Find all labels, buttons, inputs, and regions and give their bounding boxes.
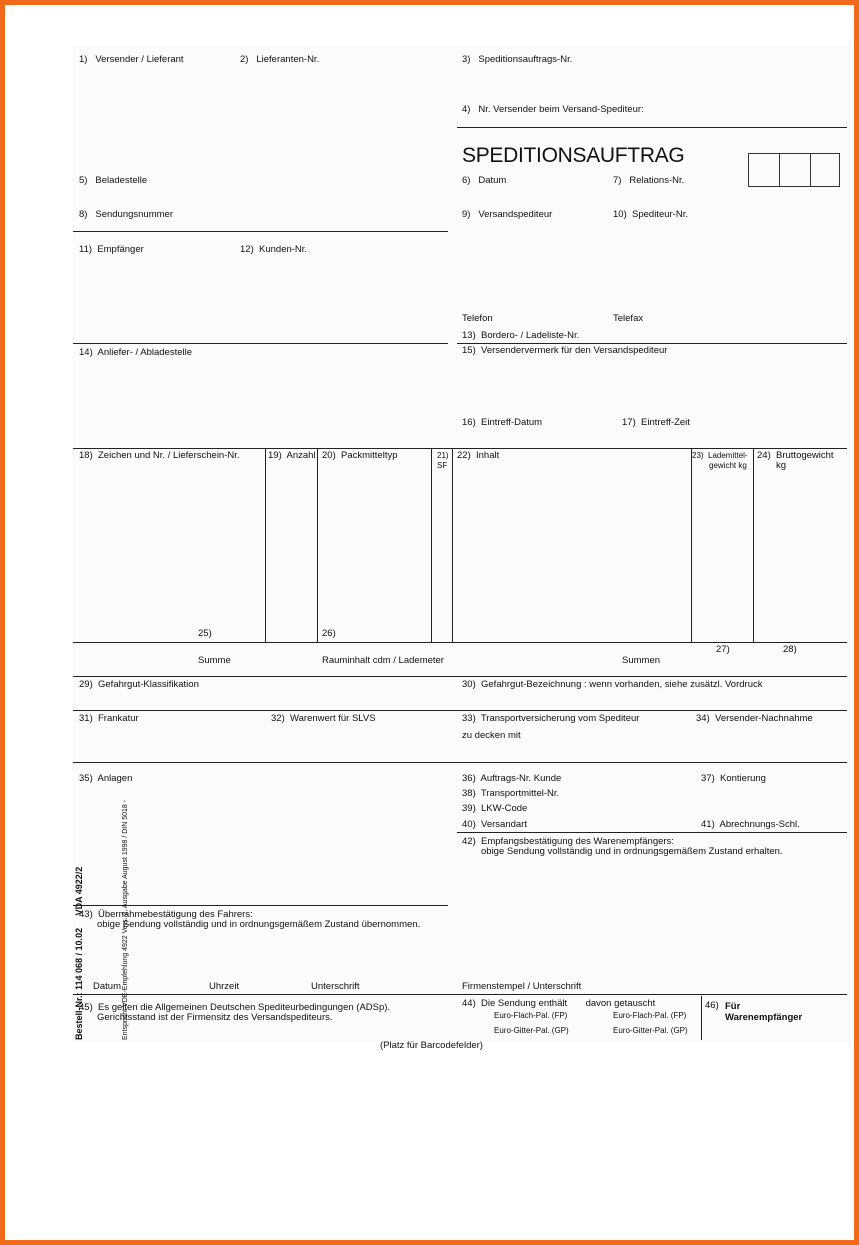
label-signature-unterschrift: Unterschrift [311, 981, 360, 992]
line [73, 710, 847, 711]
label-anlagen: 35) Anlagen [79, 773, 133, 784]
label-empfangsbestaetigung-text: obige Sendung vollständig und in ordnungsgemäßem Zustand erhalten. [481, 846, 783, 857]
line [265, 448, 266, 642]
label-telefax: Telefax [613, 313, 644, 324]
relation-box[interactable] [748, 153, 840, 187]
col-inhalt: 22) Inhalt [457, 450, 500, 461]
label-46: 46) [705, 1000, 719, 1011]
label-27: 27) [716, 644, 730, 655]
label-relations-nr: 7) Relations-Nr. [613, 175, 685, 186]
label-telefon: Telefon [462, 313, 493, 324]
label-eintreff-zeit: 17) Eintreff-Zeit [622, 417, 690, 428]
label-26: 26) [322, 628, 336, 639]
label-uebernahmebestaetigung: 43) Übernahmebestätigung des Fahrers: [79, 909, 253, 920]
col-sf-number: 21) [437, 451, 449, 460]
label-barcode-area: (Platz für Barcodefelder) [380, 1040, 483, 1051]
label-datum: 6) Datum [462, 175, 507, 186]
side-standard-note: Entspricht VDE-Empfehlung 4922 Vers. 2, Ausgabe August 1998 / DIN 5018 - [122, 799, 129, 1040]
col-bruttogewicht: 24) Bruttogewicht [757, 450, 834, 461]
label-versandart: 40) Versandart [462, 819, 527, 830]
side-order-info [38, 800, 148, 1040]
col-lademittelgewicht-unit: gewicht kg [709, 461, 747, 470]
label-25: 25) [198, 628, 212, 639]
label-zu-decken-mit: zu decken mit [462, 730, 521, 741]
line [457, 343, 847, 344]
label-fuer: Für [725, 1001, 741, 1012]
line [457, 127, 847, 128]
label-euro-flach-2: Euro-Flach-Pal. (FP) [613, 1011, 687, 1020]
label-versender: 1) Versender / Lieferant [79, 54, 184, 65]
line [452, 448, 453, 642]
line [73, 762, 847, 763]
label-lkw-code: 39) LKW-Code [462, 803, 528, 814]
label-signature-uhrzeit: Uhrzeit [209, 981, 240, 992]
label-sendung-enthaelt: 44) Die Sendung enthält davon getauscht [462, 998, 656, 1009]
line [73, 676, 847, 677]
line [73, 343, 448, 344]
label-versendervermerk: 15) Versendervermerk für den Versandspediteur [462, 345, 668, 356]
label-summen: Summen [622, 655, 661, 666]
label-versender-nachnahme: 34) Versender-Nachnahme [696, 713, 813, 724]
label-empfangsbestaetigung: 42) Empfangsbestätigung des Warenempfängers: [462, 836, 674, 847]
line [73, 642, 847, 643]
label-kunden-nr: 12) Kunden-Nr. [240, 244, 308, 255]
line [431, 448, 432, 642]
label-kontierung: 37) Kontierung [701, 773, 766, 784]
col-bruttogewicht-unit: kg [776, 460, 787, 471]
label-signature-datum: Datum [93, 981, 121, 992]
col-packmitteltyp: 20) Packmitteltyp [322, 450, 398, 461]
line [73, 448, 847, 449]
label-euro-gitter-1: Euro-Gitter-Pal. (GP) [494, 1026, 569, 1035]
label-frankatur: 31) Frankatur [79, 713, 139, 724]
label-warenempfaenger: Warenempfänger [725, 1012, 803, 1023]
label-gefahrgut-klassifikation: 29) Gefahrgut-Klassifikation [79, 679, 199, 690]
label-lieferanten-nr: 2) Lieferanten-Nr. [240, 54, 320, 65]
label-versandspediteur: 9) Versandspediteur [462, 209, 553, 220]
form-sheet [73, 46, 850, 1042]
label-adsp: 45) Es gelten die Allgemeinen Deutschen Spediteurbedingungen (ADSp). [79, 1002, 391, 1013]
line [317, 448, 318, 642]
label-empfaenger: 11) Empfänger [79, 244, 144, 255]
label-nr-versender: 4) Nr. Versender beim Versand-Spediteur: [462, 104, 644, 115]
label-gerichtsstand: Gerichtsstand ist der Firmensitz des Versandspediteurs. [97, 1012, 333, 1023]
label-summe: Summe [198, 655, 231, 666]
label-anlieferstelle: 14) Anliefer- / Abladestelle [79, 347, 193, 358]
label-euro-gitter-2: Euro-Gitter-Pal. (GP) [613, 1026, 688, 1035]
label-abrechnungs-schl: 41) Abrechnungs-Schl. [701, 819, 800, 830]
label-gefahrgut-bezeichnung: 30) Gefahrgut-Bezeichnung : wenn vorhanden, siehe zusätzl. Vordruck [462, 679, 763, 690]
document-title: SPEDITIONSAUFTRAG [462, 144, 685, 167]
side-order-number: Bestell-Nr.: 114 068 / 10.02 VDA 4922/2 [74, 866, 84, 1040]
line [701, 996, 702, 1040]
label-rauminhalt: Rauminhalt cdm / Lademeter [322, 655, 444, 666]
label-sendungsnummer: 8) Sendungsnummer [79, 209, 173, 220]
line [73, 231, 448, 232]
label-bordero: 13) Bordero- / Ladeliste-Nr. [462, 330, 580, 341]
label-auftrags-nr: 36) Auftrags-Nr. Kunde [462, 773, 562, 784]
col-sf: SF [437, 461, 448, 470]
label-uebernahmebestaetigung-text: obige Sendung vollständig und in ordnungsgemäßem Zustand übernommen. [97, 919, 421, 930]
label-speditionsauftrags-nr: 3) Speditionsauftrags-Nr. [462, 54, 573, 65]
label-beladestelle: 5) Beladestelle [79, 175, 148, 186]
label-eintreff-datum: 16) Eintreff-Datum [462, 417, 543, 428]
label-warenwert: 32) Warenwert für SLVS [271, 713, 376, 724]
label-firmenstempel: Firmenstempel / Unterschrift [462, 981, 582, 992]
line [73, 994, 847, 995]
label-spediteur-nr: 10) Spediteur-Nr. [613, 209, 688, 220]
line [457, 832, 847, 833]
col-lademittelgewicht: 23) Lademittel- [692, 451, 748, 460]
label-28: 28) [783, 644, 797, 655]
line [753, 448, 754, 642]
line [691, 448, 692, 642]
col-zeichen: 18) Zeichen und Nr. / Lieferschein-Nr. [79, 450, 240, 461]
label-euro-flach-1: Euro-Flach-Pal. (FP) [494, 1011, 568, 1020]
label-transportversicherung: 33) Transportversicherung vom Spediteur [462, 713, 640, 724]
label-transportmittel-nr: 38) Transportmittel-Nr. [462, 788, 560, 799]
col-anzahl: 19) Anzahl [268, 450, 316, 461]
